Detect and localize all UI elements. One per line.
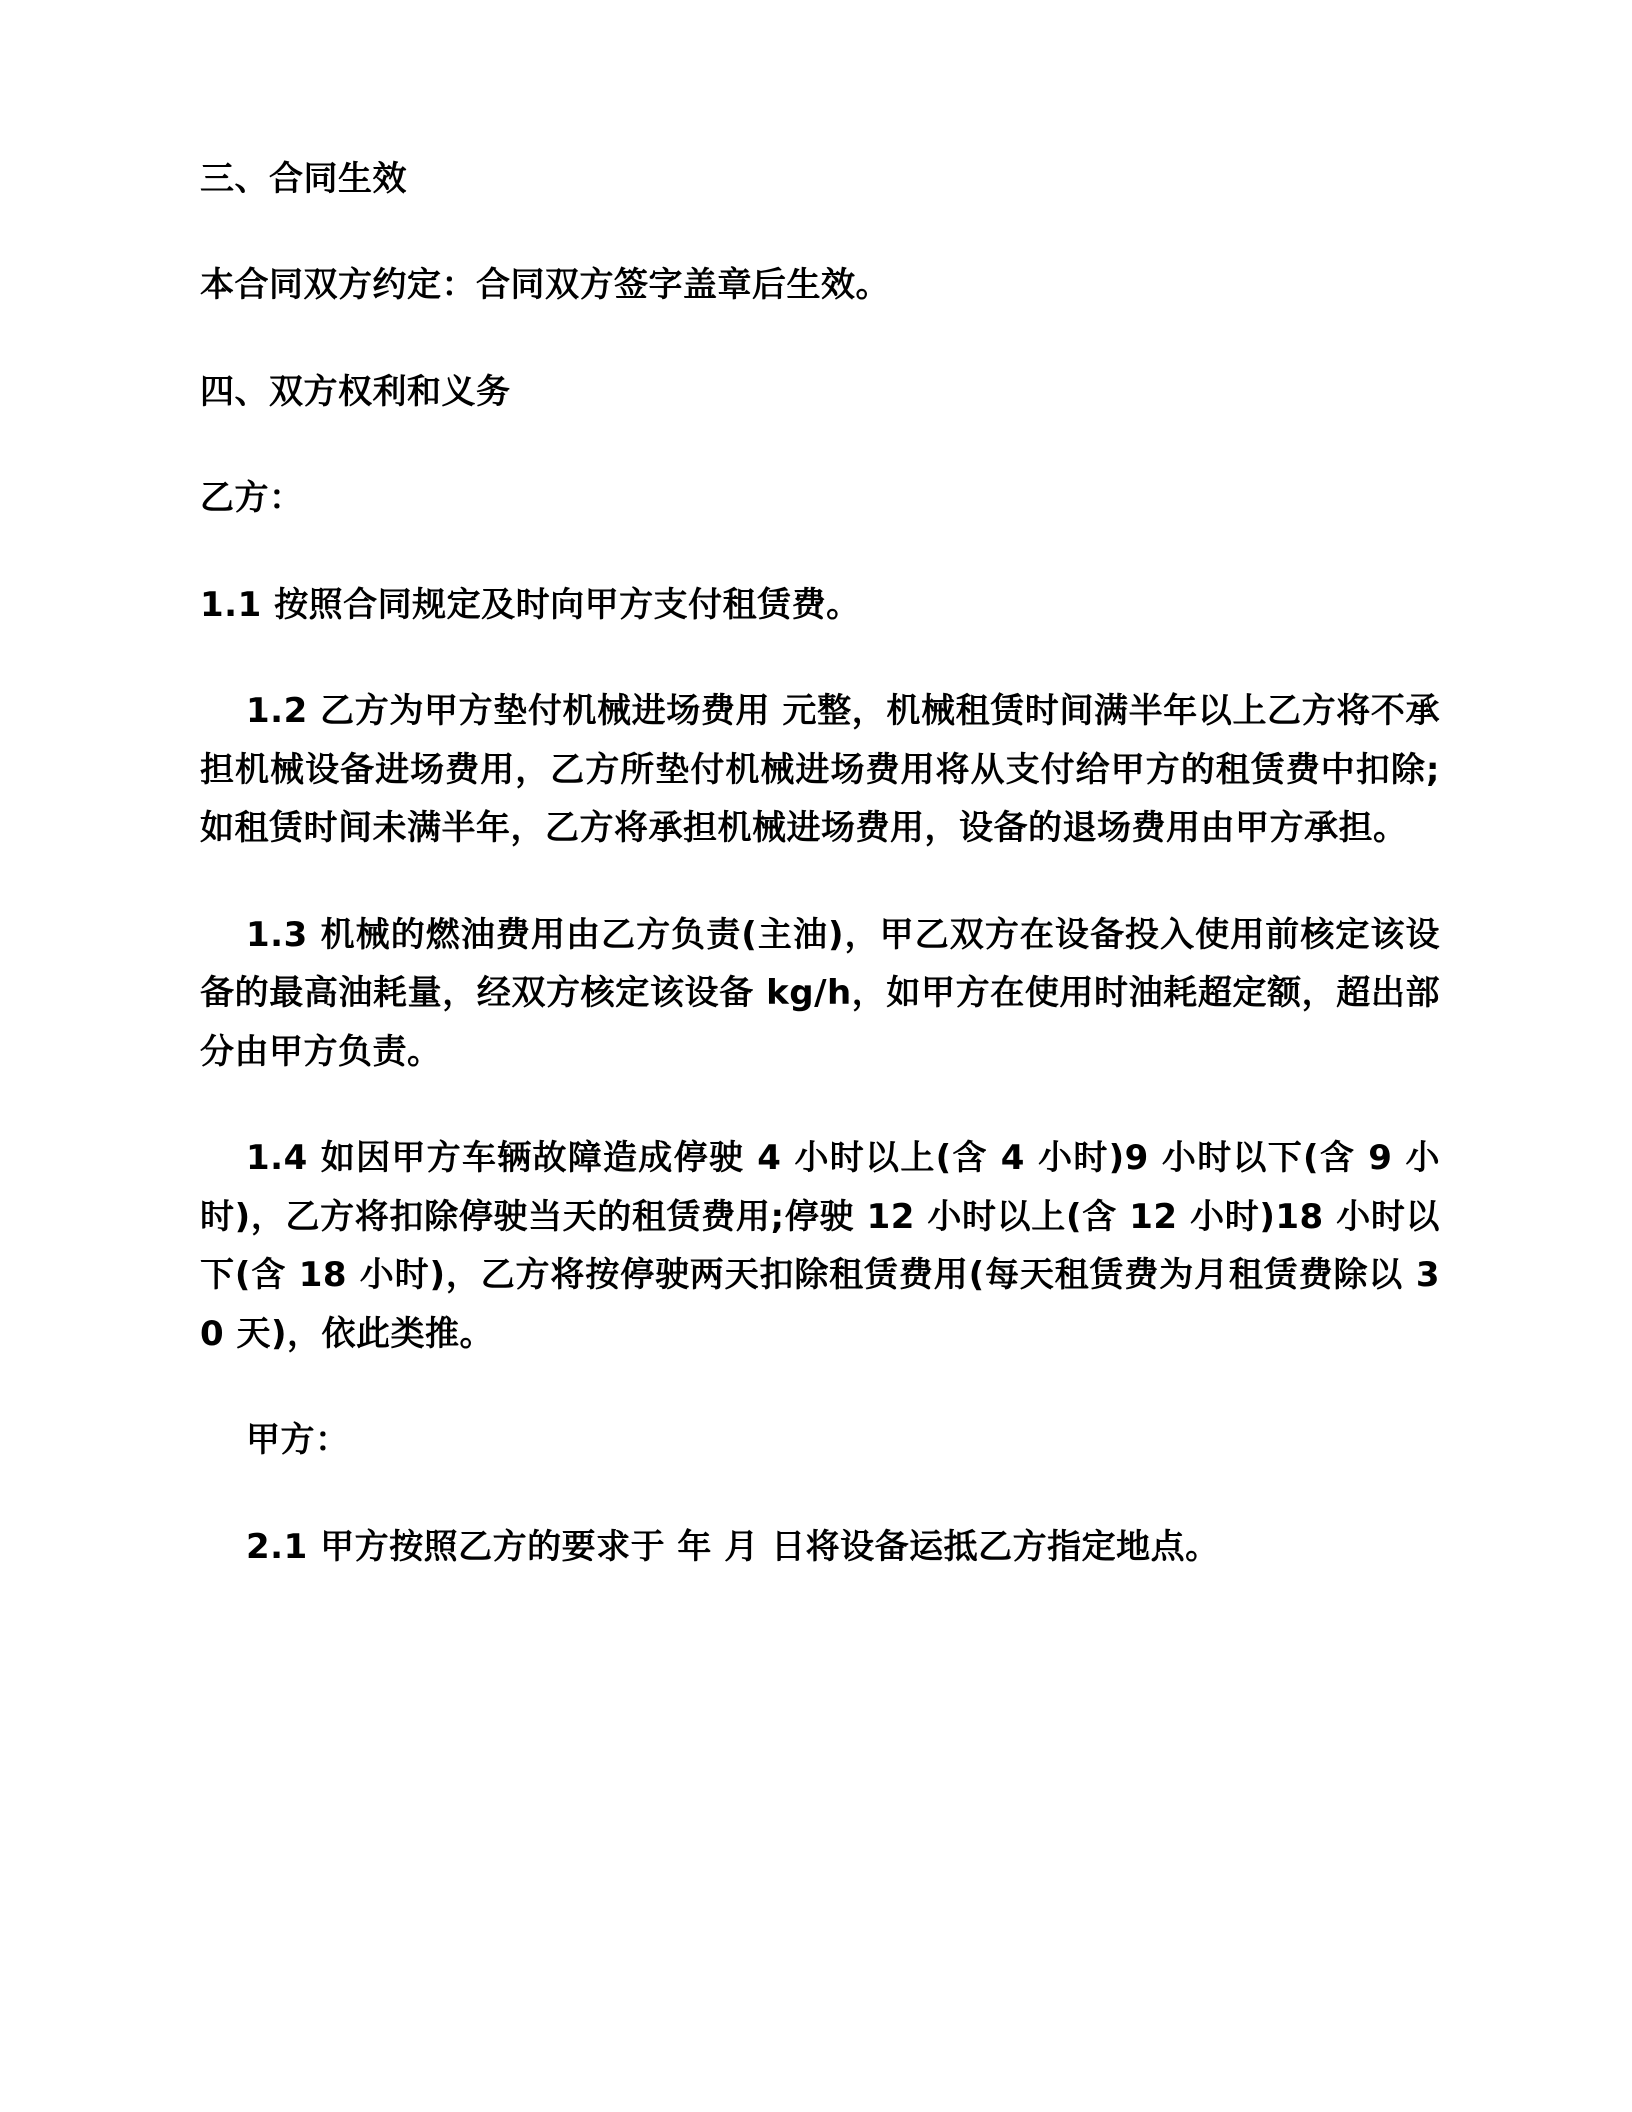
- section-heading-four: 四、双方权利和义务: [200, 371, 511, 412]
- party-b-label: 乙方：: [200, 478, 304, 519]
- document-body: [200, 150, 1440, 1576]
- clause-1-4: 1.4 如因甲方车辆故障造成停驶 4 小时以上(含 4 小时)9 小时以下(含 9 小时)，乙方将扣除停驶当天的租赁费用;停驶 12 小时以上(含 12 小时)18 小时以下(含 18 小时)，乙方将按停驶两天扣除租赁费用(每天租赁费为月租赁费除以 30 天)，依此类推。: [200, 1138, 1440, 1354]
- clause-1-1: 1.1 按照合同规定及时向甲方支付租赁费。: [200, 584, 861, 625]
- clause-1-3: 1.3 机械的燃油费用由乙方负责(主油)，甲乙双方在设备投入使用前核定该设备的最高油耗量，经双方核定该设备 kg/h，如甲方在使用时油耗超定额，超出部分由甲方负责。: [200, 914, 1440, 1072]
- section-heading-three: 三、合同生效: [200, 159, 407, 199]
- clause-1-2: 1.2 乙方为甲方垫付机械进场费用 元整，机械租赁时间满半年以上乙方将不承担机械设备进场费用，乙方所垫付机械进场费用将从支付给甲方的租赁费中扣除;如租赁时间未满半年，乙方将承担机械进场费用，设备的退场费用由甲方承担。: [200, 691, 1440, 849]
- party-a-label: 甲方：: [246, 1420, 350, 1461]
- clause-2-1: 2.1 甲方按照乙方的要求于 年 月 日将设备运抵乙方指定地点。: [246, 1526, 1220, 1567]
- paragraph-effective-terms: 本合同双方约定：合同双方签字盖章后生效。: [200, 265, 890, 306]
